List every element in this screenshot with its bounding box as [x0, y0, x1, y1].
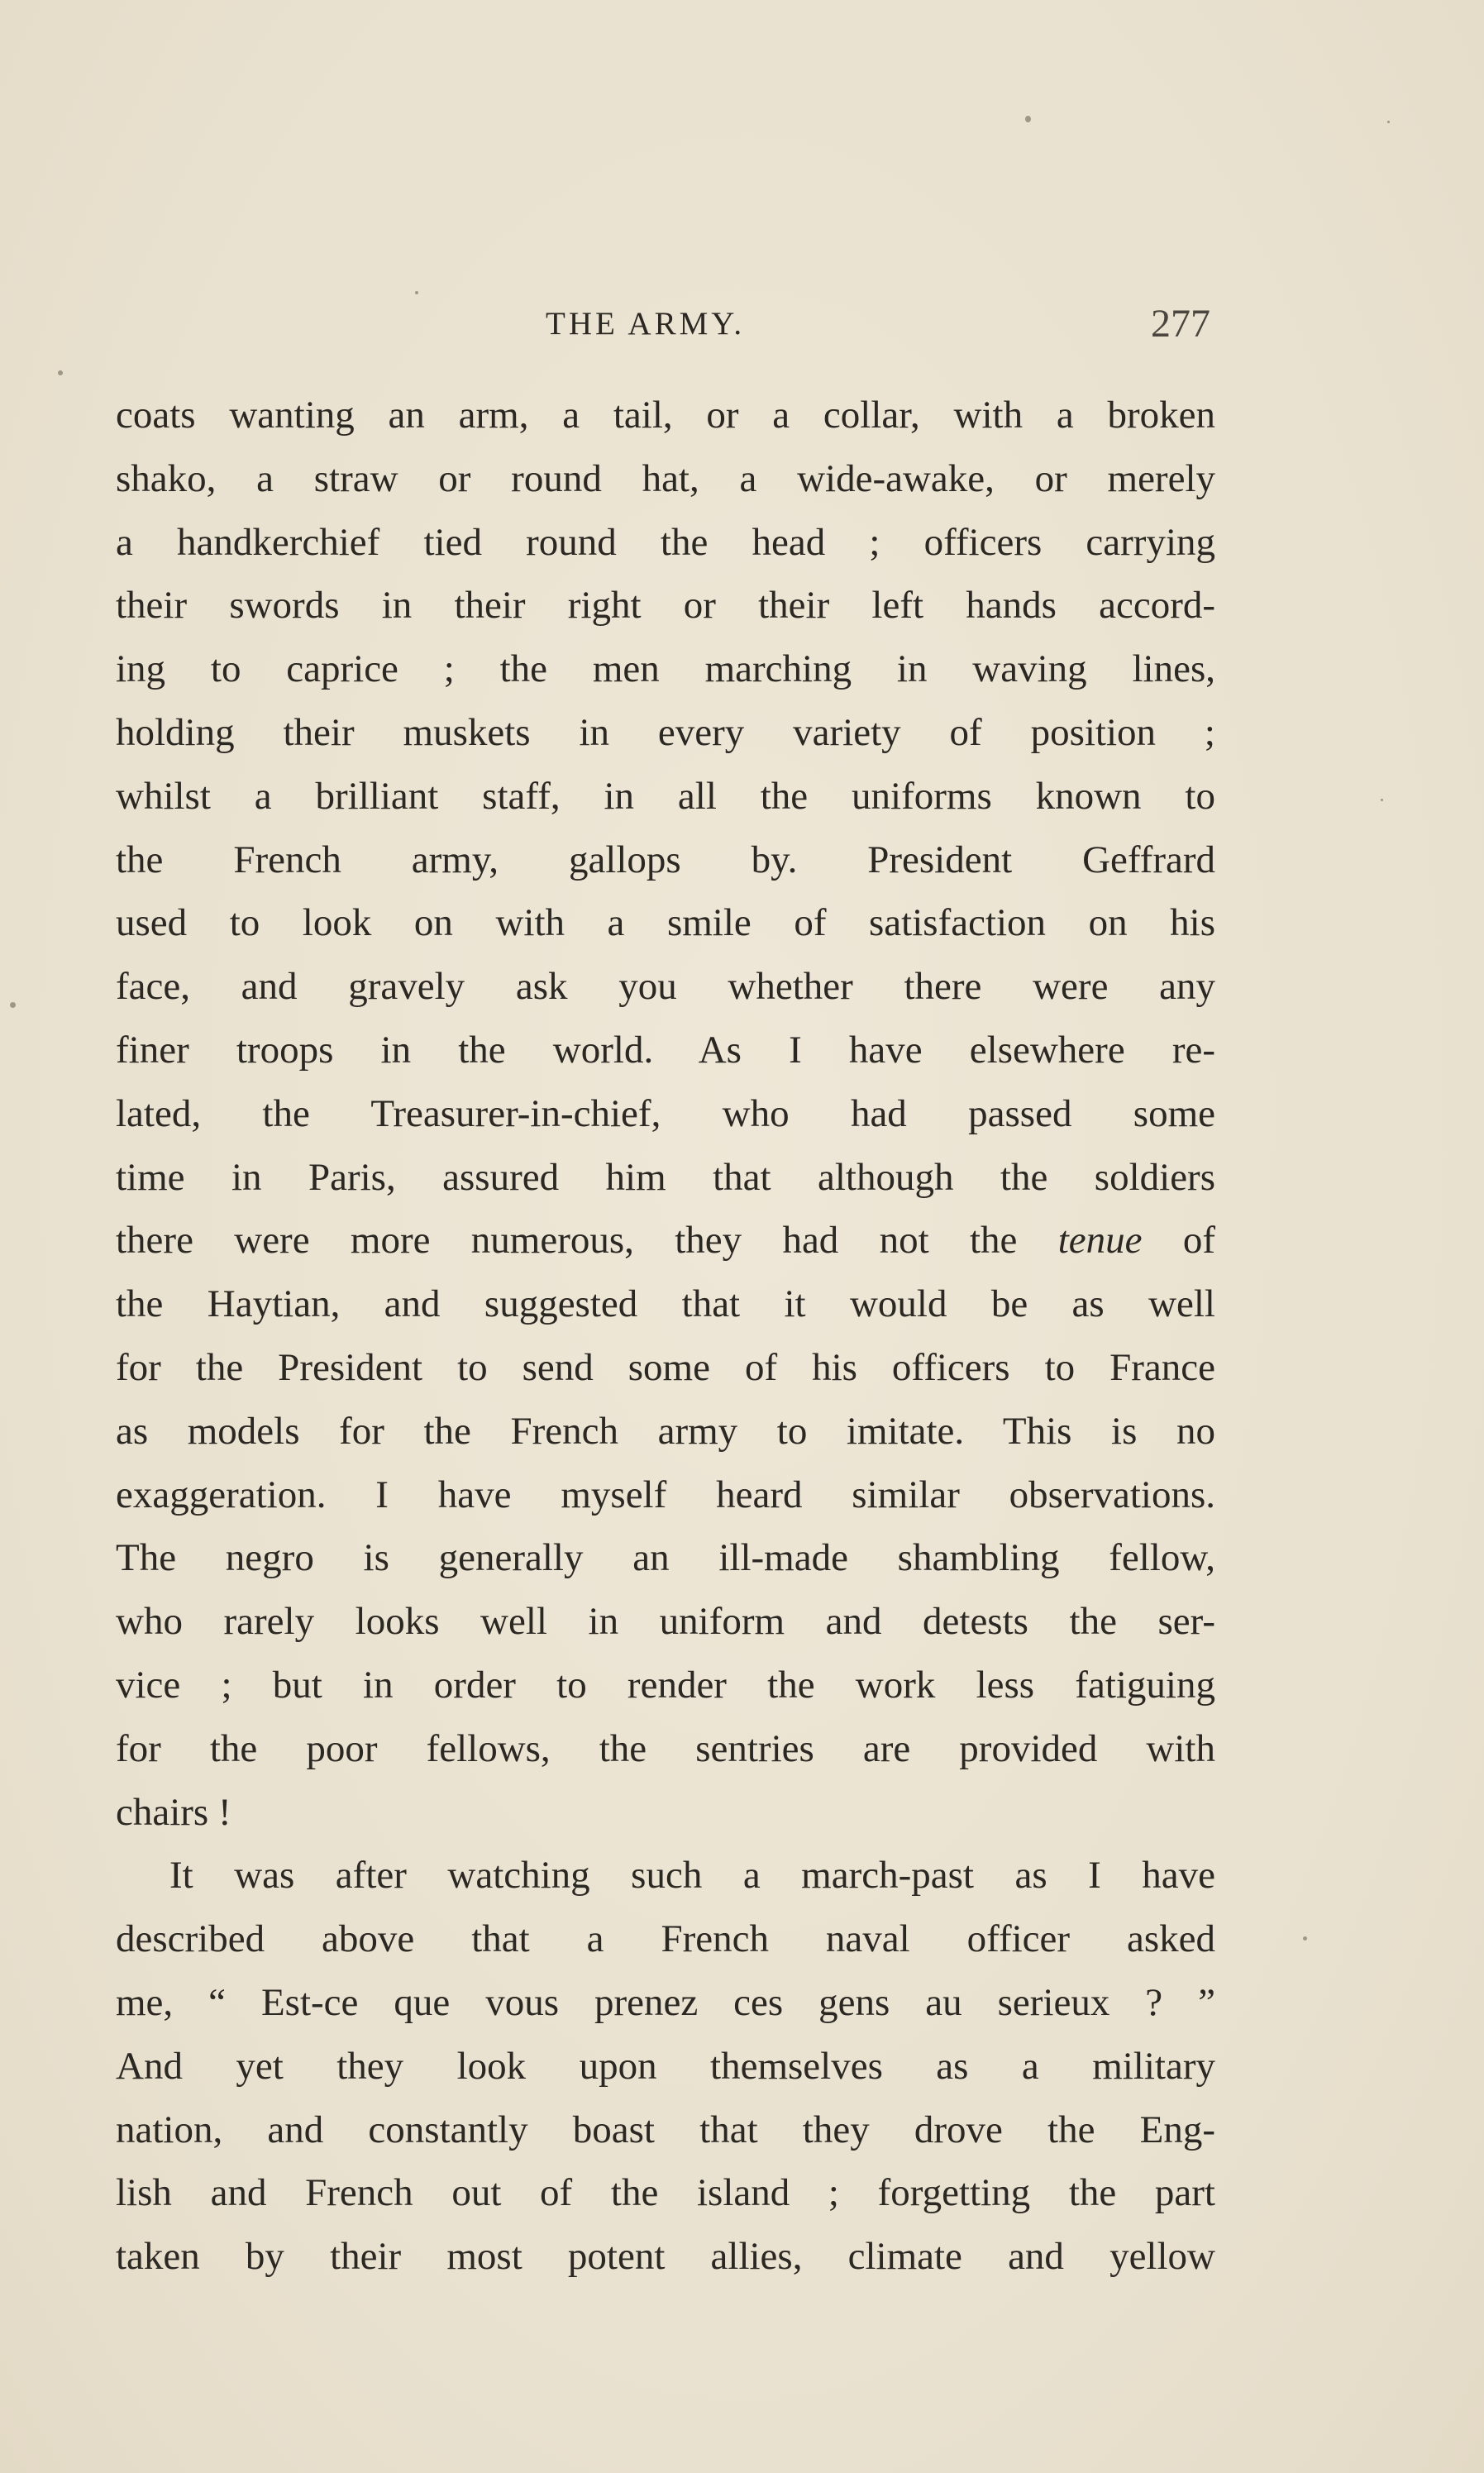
- ink-speck: [1381, 799, 1383, 801]
- text-line: whilst a brilliant staff, in all the uniforms known to: [116, 774, 1215, 818]
- text-line: shako, a straw or round hat, a wide-awake, or merely: [116, 456, 1215, 500]
- text-line: a handkerchief tied round the head ; officers carrying: [116, 520, 1215, 564]
- text-line-start: there were more numerous, they had not the: [116, 1219, 1058, 1263]
- text-line: who rarely looks well in uniform and detests the ser-: [116, 1600, 1215, 1644]
- text-line: time in Paris, assured him that although the soldiers: [116, 1155, 1215, 1199]
- text-line: for the poor fellows, the sentries are provided with: [116, 1726, 1215, 1770]
- text-line: nation, and constantly boast that they drove the Eng-: [116, 2108, 1215, 2151]
- body-text: [116, 384, 1215, 2289]
- ink-speck: [58, 370, 63, 375]
- ink-speck: [10, 1002, 16, 1008]
- ink-speck: [415, 291, 418, 294]
- text-line: described above that a French naval officer asked: [116, 1917, 1215, 1961]
- text-line: taken by their most potent allies, climate and yellow: [116, 2235, 1215, 2279]
- ink-speck: [1025, 116, 1031, 122]
- text-line: ing to caprice ; the men marching in waving lines,: [116, 647, 1215, 691]
- text-line: chairs !: [116, 1790, 231, 1834]
- text-line: coats wanting an arm, a tail, or a collar, with a broken: [116, 394, 1215, 437]
- text-line: the French army, gallops by. President Geffrard: [116, 838, 1215, 881]
- running-head: THE ARMY.: [546, 306, 746, 341]
- text-line: as models for the French army to imitate. This is no: [116, 1409, 1215, 1453]
- text-line: lish and French out of the island ; forgetting the part: [116, 2171, 1215, 2215]
- italic-word: tenue: [1057, 1219, 1143, 1263]
- text-line: vice ; but in order to render the work less fatiguing: [116, 1663, 1215, 1707]
- text-line: holding their muskets in every variety of position ;: [116, 710, 1215, 754]
- ink-speck: [1303, 1936, 1307, 1941]
- text-line: me, “ Est-ce que vous prenez ces gens au serieux ? ”: [116, 1980, 1215, 2024]
- text-line: face, and gravely ask you whether there were any: [116, 965, 1215, 1009]
- text-line: And yet they look upon themselves as a military: [116, 2044, 1215, 2088]
- text-line: [116, 1209, 1215, 1272]
- text-line: lated, the Treasurer-in-chief, who had passed some: [116, 1091, 1215, 1135]
- text-line: the Haytian, and suggested that it would be as well: [116, 1282, 1215, 1326]
- ink-speck: [1387, 121, 1390, 123]
- text-line: exaggeration. I have myself heard similar observations.: [116, 1473, 1215, 1516]
- text-line: The negro is generally an ill-made shambling fellow,: [116, 1536, 1215, 1580]
- page-number: 277: [1151, 302, 1210, 346]
- text-line: their swords in their right or their left hands accord-: [116, 584, 1215, 628]
- text-line: used to look on with a smile of satisfaction on his: [116, 901, 1215, 945]
- text-line: for the President to send some of his officers to France: [116, 1345, 1215, 1389]
- text-line-end: of: [1142, 1219, 1216, 1263]
- text-line: finer troops in the world. As I have elsewhere re-: [116, 1028, 1215, 1072]
- text-line: It was after watching such a march-past as I have: [169, 1854, 1215, 1898]
- page-header: [116, 299, 1215, 349]
